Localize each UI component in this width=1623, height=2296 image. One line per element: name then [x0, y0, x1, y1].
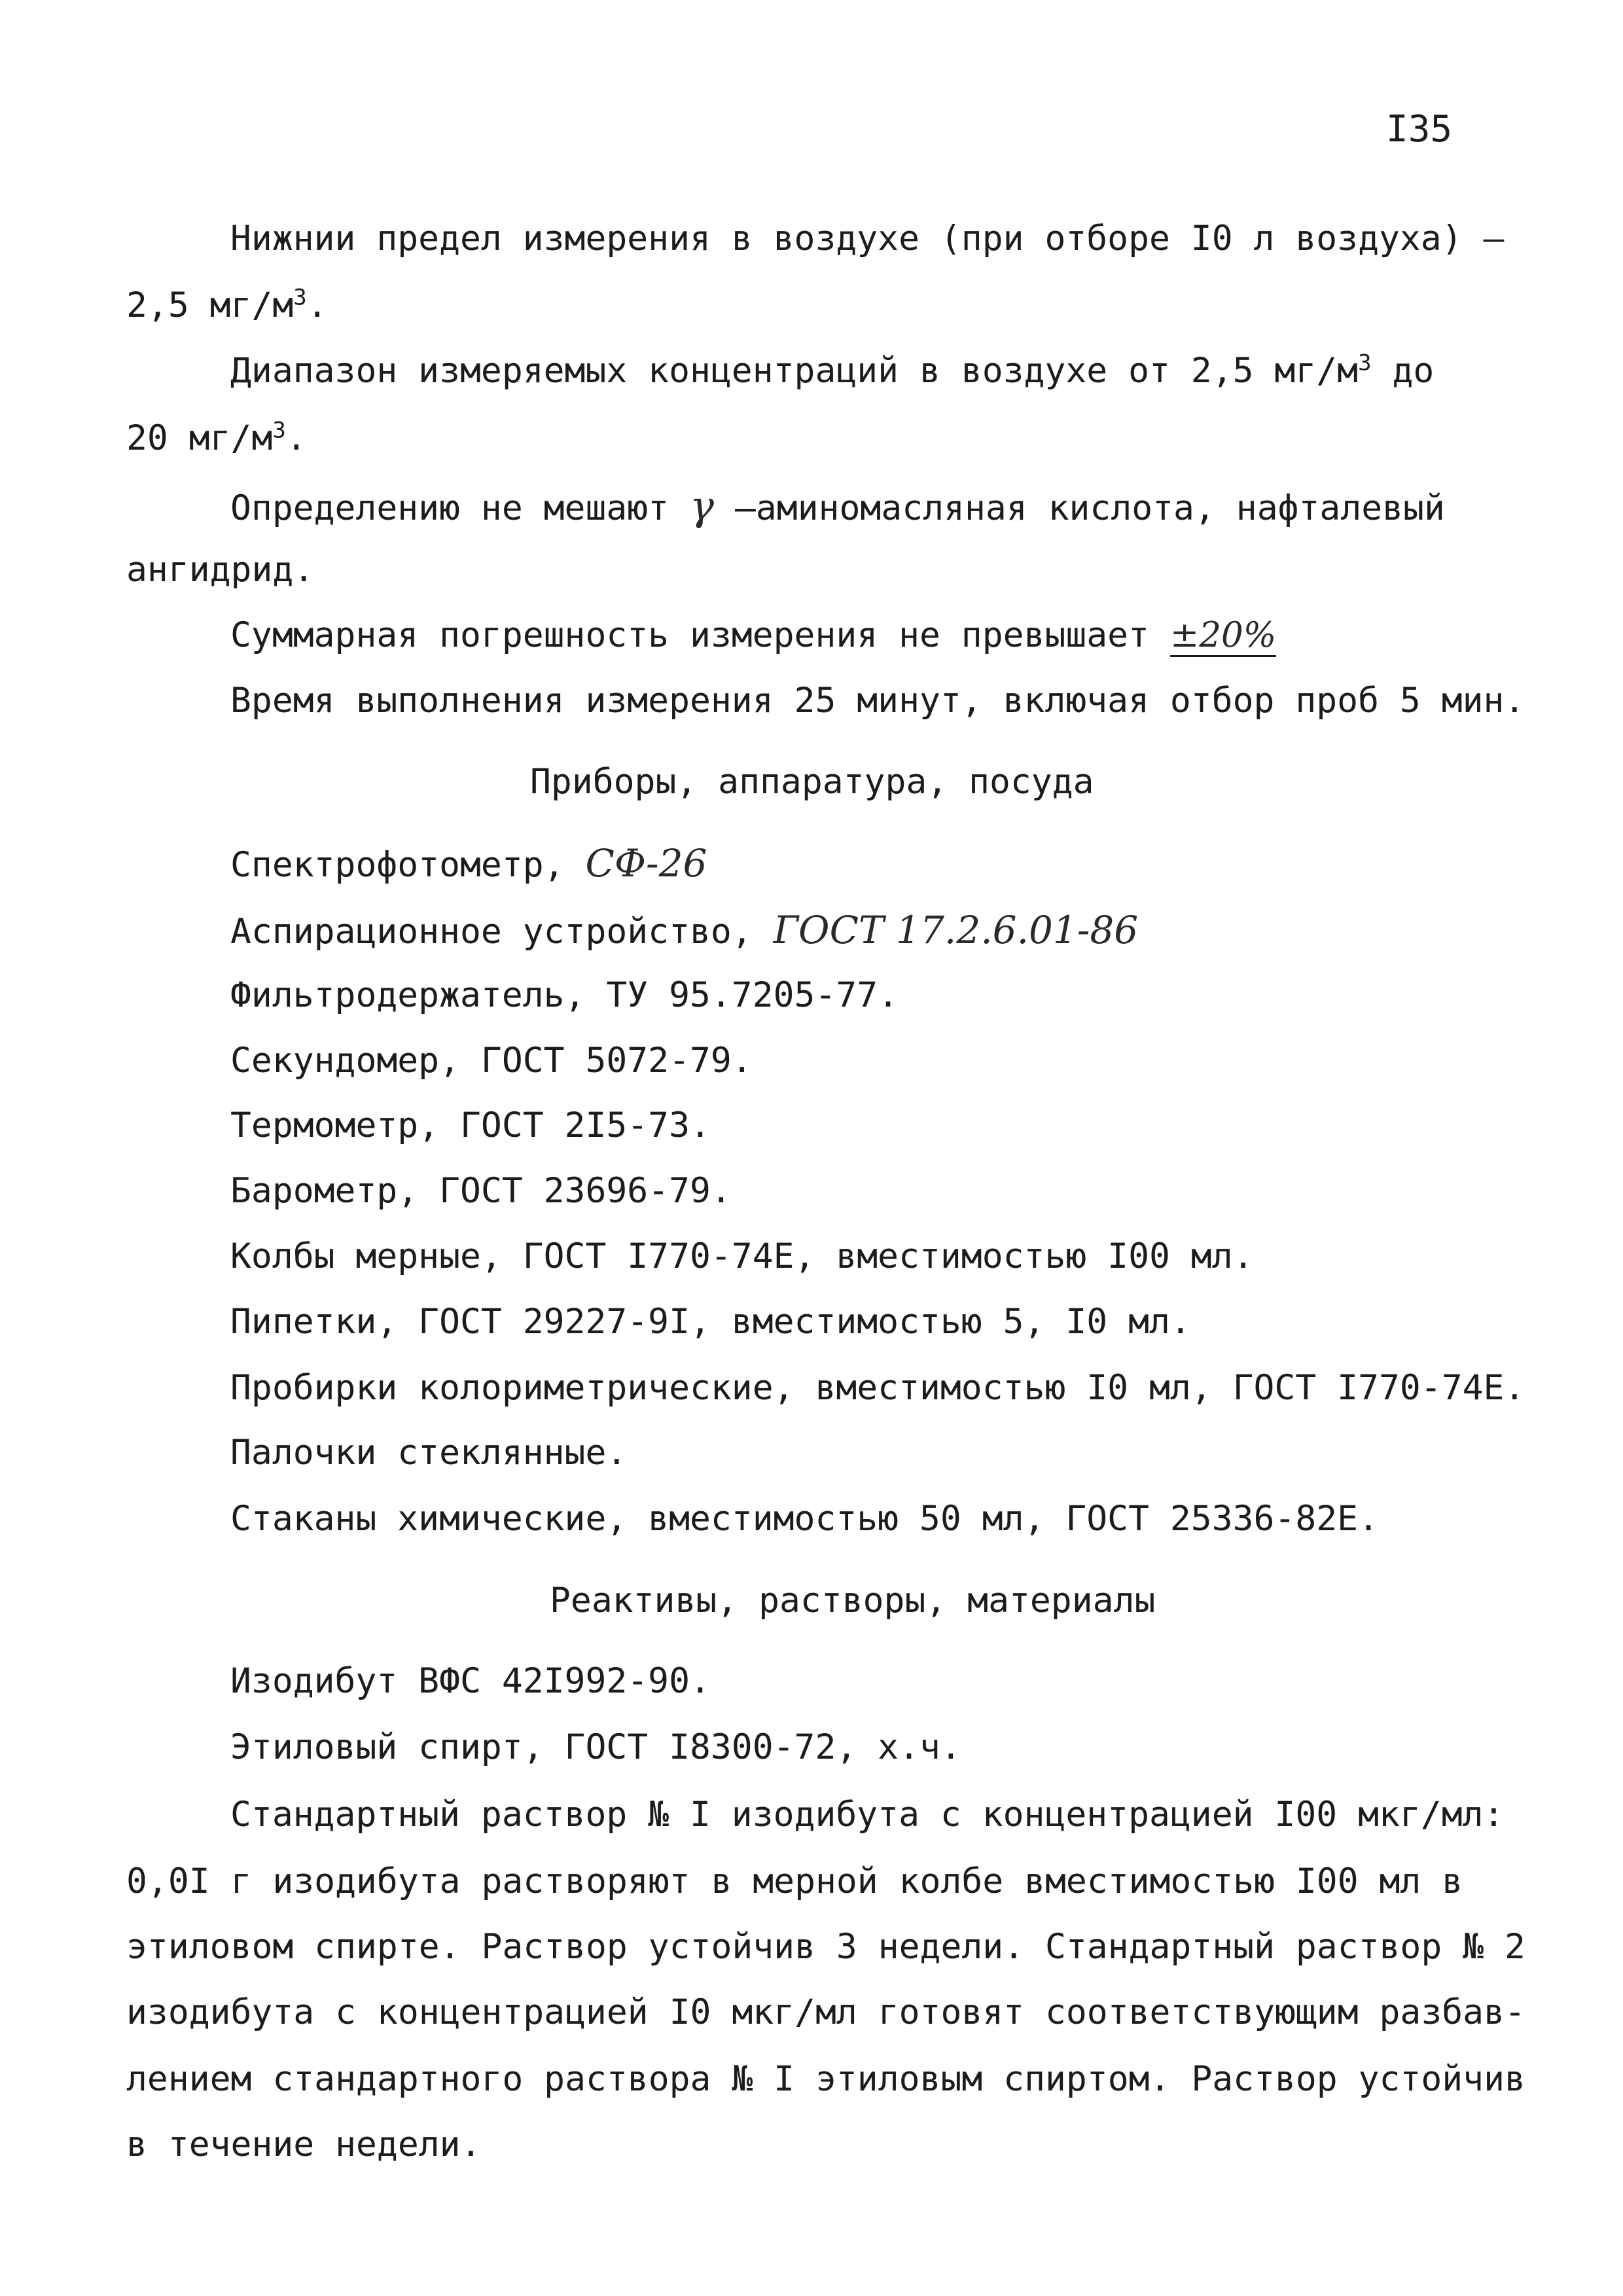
- page-number: I35: [1386, 108, 1453, 151]
- standard-solution-line: этиловом спирте. Раствор устойчив 3 недели. Стандартный раствор № 2: [126, 1927, 1525, 1967]
- interference-line-2: ангидрид.: [126, 550, 315, 590]
- lower-limit-line-1: Нижнии предел измерения в воздухе (при отборе I0 л воздуха) –: [230, 219, 1505, 259]
- interference-line-1: Определению не мешают γ –аминомасляная кислота, нафталевый: [230, 482, 1445, 529]
- standard-solution-line: Стандартный раствор № I изодибута с концентрацией I00 мкг/мл:: [230, 1795, 1505, 1835]
- reagents-heading: Реактивы, растворы, материалы: [550, 1581, 1156, 1621]
- lower-limit-line-2: 2,5 $мг/м^3$.: [126, 284, 328, 325]
- range-line-2: 20 $мг/м^3$.: [126, 417, 307, 458]
- equipment-item: Палочки стеклянные.: [230, 1433, 628, 1473]
- equipment-item: Стаканы химические, вместимостью 50 мл, ГОСТ 25336-82Е.: [230, 1499, 1379, 1539]
- aspiration-handwritten: ГОСТ 17.2.6.01-86: [773, 908, 1139, 952]
- time-line: Время выполнения измерения 25 минут, включая отбор проб 5 мин.: [230, 681, 1525, 721]
- equipment-item: Пипетки, ГОСТ 29227-9I, вместимостью 5, I0 мл.: [230, 1302, 1191, 1342]
- error-value-handwritten: ±20%: [1170, 615, 1276, 657]
- reagent-item: Изодибут ВФС 42I992-90.: [230, 1661, 711, 1701]
- standard-solution-line: в течение недели.: [126, 2125, 482, 2164]
- error-line: Суммарная погрешность измерения не превышает ±20%: [230, 618, 1276, 653]
- reagent-item: Этиловый спирт, ГОСТ I8300-72, х.ч.: [230, 1727, 961, 1767]
- equipment-item: Колбы мерные, ГОСТ I770-74Е, вместимостью I00 мл.: [230, 1236, 1254, 1276]
- standard-solution-line: 0,0I г изодибута растворяют в мерной колбе вместимостью I00 мл в: [126, 1861, 1463, 1901]
- equipment-item: Барометр, ГОСТ 23696-79.: [230, 1171, 732, 1211]
- equipment-spectrophotometer: Спектрофотометр, СФ-26: [230, 841, 707, 886]
- equipment-item: Фильтродержатель, ТУ 95.7205-77.: [230, 975, 899, 1015]
- equipment-item: Секундомер, ГОСТ 5072-79.: [230, 1041, 753, 1081]
- standard-solution-line: изодибута с концентрацией I0 мкг/мл готовят соответствующим разбав-: [126, 1992, 1525, 2032]
- range-line-1: Диапазон измеряемых концентраций в воздухе от 2,5 $мг/м^3$ до: [230, 350, 1435, 391]
- equipment-aspiration: Аспирационное устройство, ГОСТ 17.2.6.01-86: [230, 908, 1139, 952]
- gamma-handwritten: γ: [690, 482, 715, 529]
- standard-solution-line: лением стандартного раствора № I этиловым спиртом. Раствор устойчив: [126, 2059, 1525, 2099]
- equipment-item: Термометр, ГОСТ 2I5-73.: [230, 1105, 711, 1145]
- spectrophotometer-handwritten: СФ-26: [585, 841, 707, 886]
- equipment-item: Пробирки колориметрические, вместимостью I0 мл, ГОСТ I770-74Е.: [230, 1368, 1525, 1408]
- equipment-heading: Приборы, аппаратура, посуда: [530, 762, 1094, 802]
